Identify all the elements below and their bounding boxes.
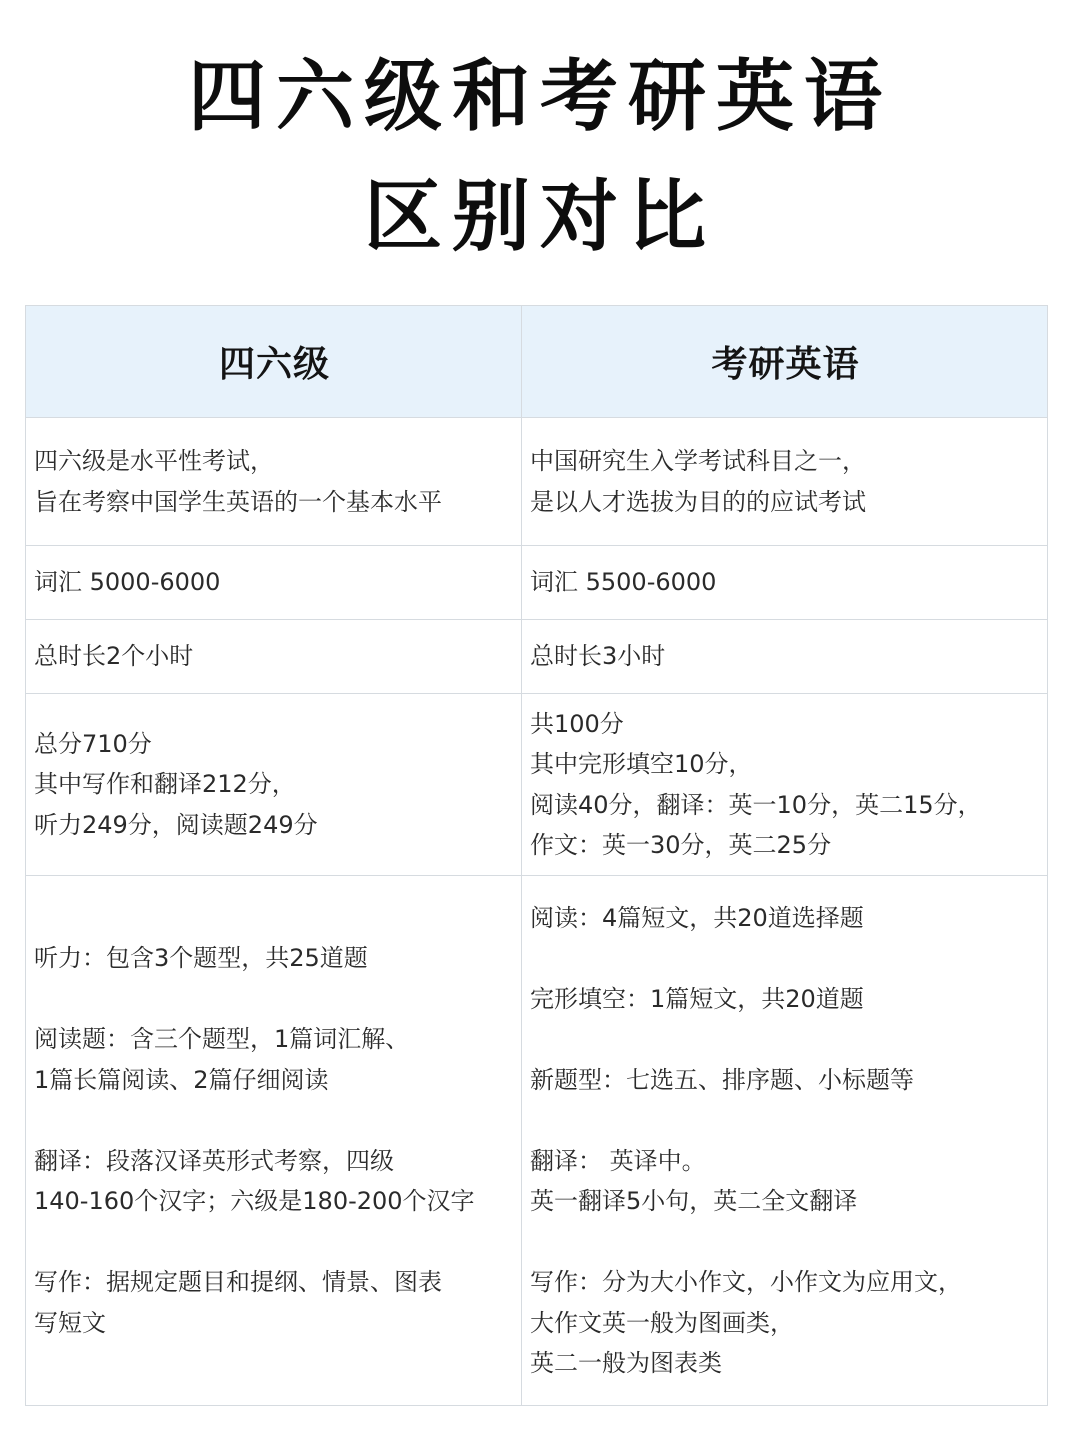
cell-kaoyan-vocabulary: 词汇 5500-6000 (522, 546, 1048, 620)
table-row (26, 694, 1048, 876)
header-cet: 四六级 (26, 306, 522, 418)
cell-cet-sections: 听力：包含3个题型，共25道题 阅读题：含三个题型，1篇词汇解、 1篇长篇阅读、2篇仔细阅读 翻译：段落汉译英形式考察，四级 140-160个汉字；六级是180-200个汉字 写作：据规定题目和提纲、情景、图表 写短文 (26, 876, 522, 1406)
cell-cet-vocabulary: 词汇 5000-6000 (26, 546, 522, 620)
table-header-row (26, 306, 1048, 418)
page-title-line-1: 四六级和考研英语 (187, 52, 892, 142)
table-row (26, 620, 1048, 694)
cell-kaoyan-sections: 阅读：4篇短文，共20道选择题 完形填空：1篇短文，共20道题 新题型：七选五、排序题、小标题等 翻译： 英译中。 英一翻译5小句，英二全文翻译 写作：分为大小作文，小作文为应用文， 大作文英一般为图画类， 英二一般为图表类 (522, 876, 1048, 1406)
table-row (26, 876, 1048, 1406)
header-kaoyan: 考研英语 (522, 306, 1048, 418)
cell-cet-nature: 四六级是水平性考试， 旨在考察中国学生英语的一个基本水平 (26, 418, 522, 546)
cell-cet-score: 总分710分 其中写作和翻译212分， 听力249分，阅读题249分 (26, 694, 522, 876)
cell-kaoyan-score: 共100分 其中完形填空10分， 阅读40分，翻译：英一10分，英二15分， 作文：英一30分，英二25分 (522, 694, 1048, 876)
page-title-line-2: 区别对比 (363, 172, 716, 262)
cell-kaoyan-duration: 总时长3小时 (522, 620, 1048, 694)
cell-cet-duration: 总时长2个小时 (26, 620, 522, 694)
comparison-table (25, 305, 1048, 1406)
cell-kaoyan-nature: 中国研究生入学考试科目之一， 是以人才选拔为目的的应试考试 (522, 418, 1048, 546)
table-row (26, 418, 1048, 546)
table-row (26, 546, 1048, 620)
